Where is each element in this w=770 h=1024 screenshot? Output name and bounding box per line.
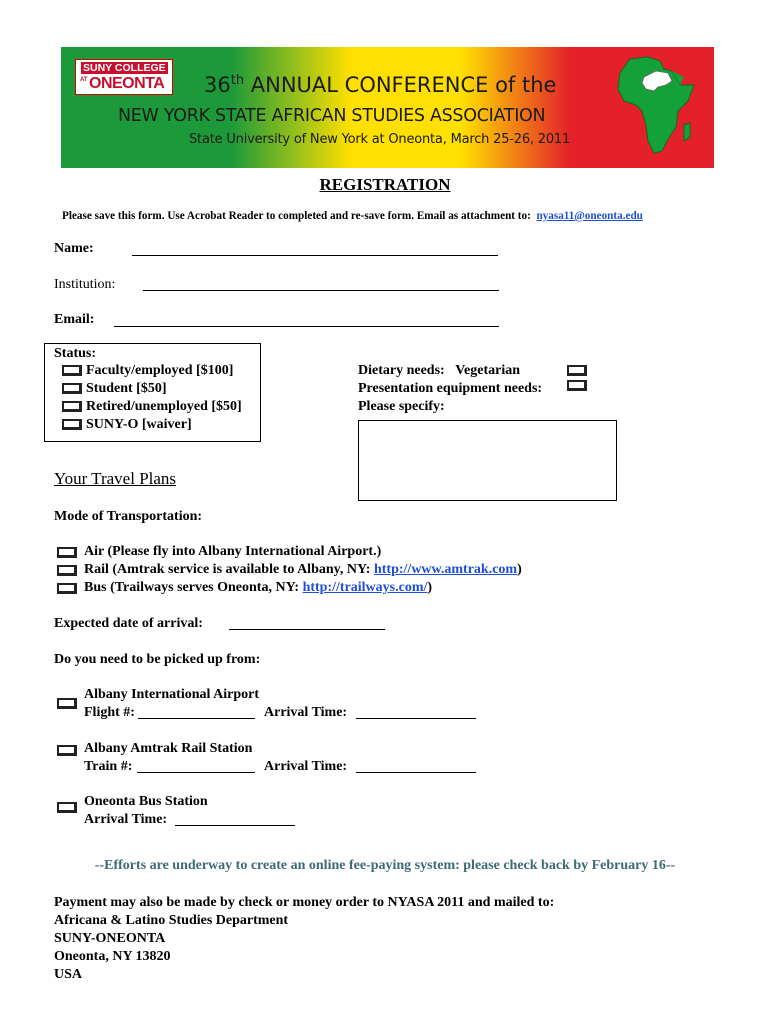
status-student-label: Student [$50] <box>86 381 167 396</box>
name-label: Name: <box>54 241 94 256</box>
rail-arrival-time-label: Arrival Time: <box>264 759 348 774</box>
logo-oneonta-text: ONEONTA <box>89 75 165 92</box>
banner-title-line1 <box>204 67 556 99</box>
train-number-field[interactable] <box>137 772 255 773</box>
flight-number-label: Flight #: <box>84 705 135 720</box>
status-retired-label: Retired/unemployed [$50] <box>86 399 242 414</box>
contact-email-link[interactable]: nyasa11@oneonta.edu <box>536 210 643 222</box>
conference-banner <box>61 47 714 168</box>
air-checkbox[interactable] <box>57 547 77 558</box>
bus-text: Bus (Trailways serves Oneonta, NY: <box>84 580 303 595</box>
banner-ordinal-suffix: th <box>230 73 245 88</box>
banner-ordinal-number: 36 <box>204 73 231 97</box>
payment-line3: SUNY-ONEONTA <box>54 931 166 946</box>
fee-system-notice: --Efforts are underway to create an online fee-paying system: please check back by February 16-- <box>94 858 676 873</box>
bus-label <box>84 579 432 597</box>
bus-pickup-checkbox[interactable] <box>57 802 77 813</box>
payment-line4: Oneonta, NY 13820 <box>54 949 171 964</box>
logo-college-text: SUNY COLLEGE <box>83 62 166 74</box>
flight-number-field[interactable] <box>138 718 255 719</box>
name-field[interactable] <box>132 255 498 256</box>
status-sunyo-checkbox[interactable] <box>62 419 82 430</box>
africa-map-icon <box>614 55 698 157</box>
arrival-date-field[interactable] <box>229 629 385 630</box>
registration-heading: REGISTRATION <box>319 175 451 194</box>
bus-arrival-time-label: Arrival Time: <box>84 812 168 827</box>
payment-line1: Payment may also be made by check or money order to NYASA 2011 and mailed to: <box>54 895 555 910</box>
rail-checkbox[interactable] <box>57 565 77 576</box>
status-sunyo-label: SUNY-O [waiver] <box>86 417 192 432</box>
bus-checkbox[interactable] <box>57 583 77 594</box>
payment-line5: USA <box>54 967 83 982</box>
arrival-date-label: Expected date of arrival: <box>54 616 203 631</box>
banner-title-text: ANNUAL CONFERENCE of the <box>250 73 557 97</box>
dietary-needs-row <box>358 362 520 380</box>
institution-label: Institution: <box>54 277 116 292</box>
amtrak-link[interactable]: http://www.amtrak.com <box>373 562 518 577</box>
banner-subtitle: State University of New York at Oneonta, March 25-26, 2011 <box>189 132 571 147</box>
bus-arrival-time-field[interactable] <box>175 825 295 826</box>
rail-close: ) <box>517 562 522 577</box>
suny-oneonta-logo <box>75 59 173 95</box>
payment-line2: Africana & Latino Studies Department <box>54 913 289 928</box>
banner-title-line2: NEW YORK STATE AFRICAN STUDIES ASSOCIATION <box>118 106 546 126</box>
bus-station-name: Oneonta Bus Station <box>84 794 208 809</box>
specify-label: Please specify: <box>358 399 445 414</box>
travel-plans-heading: Your Travel Plans <box>54 469 177 488</box>
institution-field[interactable] <box>143 290 499 291</box>
bus-close: ) <box>427 580 433 595</box>
pickup-question: Do you need to be picked up from: <box>54 652 261 667</box>
status-student-checkbox[interactable] <box>62 383 82 394</box>
instructions-text <box>62 209 643 223</box>
vegetarian-checkbox[interactable] <box>567 365 587 376</box>
airport-name: Albany International Airport <box>84 687 260 702</box>
dietary-label: Dietary needs: <box>358 363 445 378</box>
instructions-body: Please save this form. Use Acrobat Reader to completed and re-save form. Email as attachment to: <box>62 210 531 222</box>
rail-arrival-time-field[interactable] <box>356 772 476 773</box>
vegetarian-label: Vegetarian <box>455 363 521 378</box>
rail-station-name: Albany Amtrak Rail Station <box>84 741 253 756</box>
trailways-link[interactable]: http://trailways.com/ <box>302 580 428 595</box>
status-faculty-label: Faculty/employed [$100] <box>86 363 234 378</box>
air-label: Air (Please fly into Albany International Airport.) <box>84 544 382 559</box>
status-label: Status: <box>54 346 97 361</box>
email-label: Email: <box>54 312 95 327</box>
email-field[interactable] <box>114 326 499 327</box>
status-faculty-checkbox[interactable] <box>62 365 82 376</box>
rail-text: Rail (Amtrak service is available to Albany, NY: <box>84 562 374 577</box>
mode-of-transportation-label: Mode of Transportation: <box>54 509 203 524</box>
airport-arrival-time-field[interactable] <box>356 718 476 719</box>
airport-arrival-time-label: Arrival Time: <box>264 705 348 720</box>
specify-textarea[interactable] <box>358 420 617 501</box>
status-retired-checkbox[interactable] <box>62 401 82 412</box>
presentation-checkbox[interactable] <box>567 380 587 391</box>
train-number-label: Train #: <box>84 759 133 774</box>
airport-pickup-checkbox[interactable] <box>57 698 77 709</box>
rail-label <box>84 561 522 579</box>
rail-pickup-checkbox[interactable] <box>57 745 77 756</box>
logo-at-text: AT <box>80 77 88 83</box>
presentation-label: Presentation equipment needs: <box>358 381 543 396</box>
